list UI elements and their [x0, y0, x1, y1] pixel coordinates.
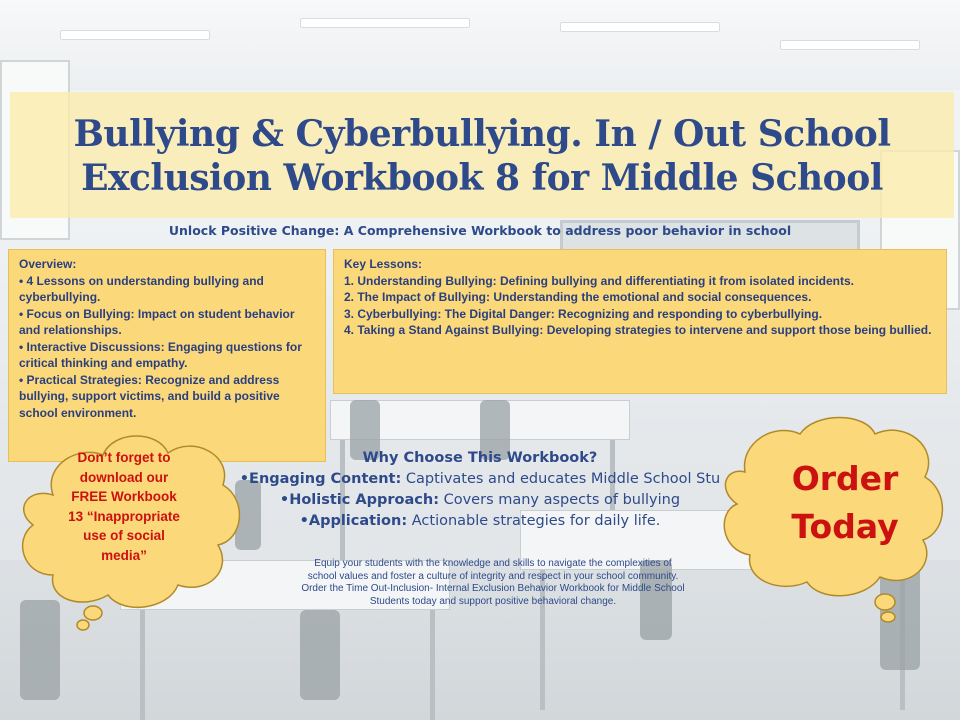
subtitle: Unlock Positive Change: A Comprehensive Workbook to address poor behavior in school: [168, 223, 792, 238]
overview-item: • Practical Strategies: Recognize and address bullying, support victims, and build a positive school environment.: [19, 372, 280, 420]
title-line-1: Bullying & Cyberbullying. In / Out School: [73, 113, 891, 155]
free-workbook-cloud-text[interactable]: [40, 448, 208, 565]
why-row: [230, 490, 730, 511]
lesson-item: 3. Cyberbullying: The Digital Danger: Recognizing and responding to cyberbullying.: [344, 306, 823, 321]
lesson-item: 4. Taking a Stand Against Bullying: Developing strategies to intervene and support those being bullied.: [344, 323, 932, 337]
overview-item: • Interactive Discussions: Engaging questions for critical thinking and empathy.: [19, 339, 302, 370]
why-row-text: Actionable strategies for daily life.: [407, 513, 661, 529]
title-line-2: Exclusion Workbook 8 for Middle School: [81, 157, 883, 199]
cloud-line: use of social: [83, 528, 165, 543]
cta-line: Order the Time Out-Inclusion- Internal Exclusion Behavior Workbook for Middle School: [301, 583, 685, 594]
cta-line: Students today and support positive behavioral change.: [369, 595, 617, 607]
cloud-line: 13 “Inappropriate: [68, 508, 180, 524]
why-row-text: Covers many aspects of bullying: [439, 492, 681, 508]
why-row-label: •Holistic Approach:: [279, 492, 439, 508]
order-line: Order: [791, 459, 899, 498]
key-lessons-heading: Key Lessons:: [344, 257, 423, 271]
why-row: [230, 511, 730, 532]
why-choose-section: [230, 448, 730, 532]
cloud-line: media”: [101, 547, 147, 563]
key-lessons-box: [333, 249, 947, 394]
why-row: [230, 469, 730, 490]
cloud-line: Don’t forget to: [77, 450, 171, 465]
why-row-text: Captivates and educates Middle School Stu: [401, 471, 721, 487]
cta-line: school values and foster a culture of integrity and respect in your school community.: [307, 570, 679, 582]
overview-item: • 4 Lessons on understanding bullying and cyberbullying.: [19, 273, 264, 304]
overview-heading: Overview:: [19, 257, 77, 271]
why-row-label: •Engaging Content:: [239, 471, 402, 487]
lesson-item: 2. The Impact of Bullying: Understanding the emotional and social consequences.: [344, 290, 812, 304]
cloud-line: FREE Workbook: [71, 489, 177, 504]
order-line: Today: [791, 507, 899, 546]
cta-line: Equip your students with the knowledge and skills to navigate the complexities of: [314, 558, 672, 569]
why-heading: Why Choose This Workbook?: [362, 450, 598, 466]
lesson-item: 1. Understanding Bullying: Defining bullying and differentiating it from isolated incidents.: [344, 273, 855, 288]
cloud-line: download our: [79, 469, 169, 485]
page-title: [10, 112, 954, 200]
why-row-label: •Application:: [299, 513, 408, 529]
overview-item: • Focus on Bullying: Impact on student behavior and relationships.: [19, 306, 295, 337]
cta-paragraph: [258, 558, 728, 608]
order-today-button[interactable]: [760, 455, 930, 551]
